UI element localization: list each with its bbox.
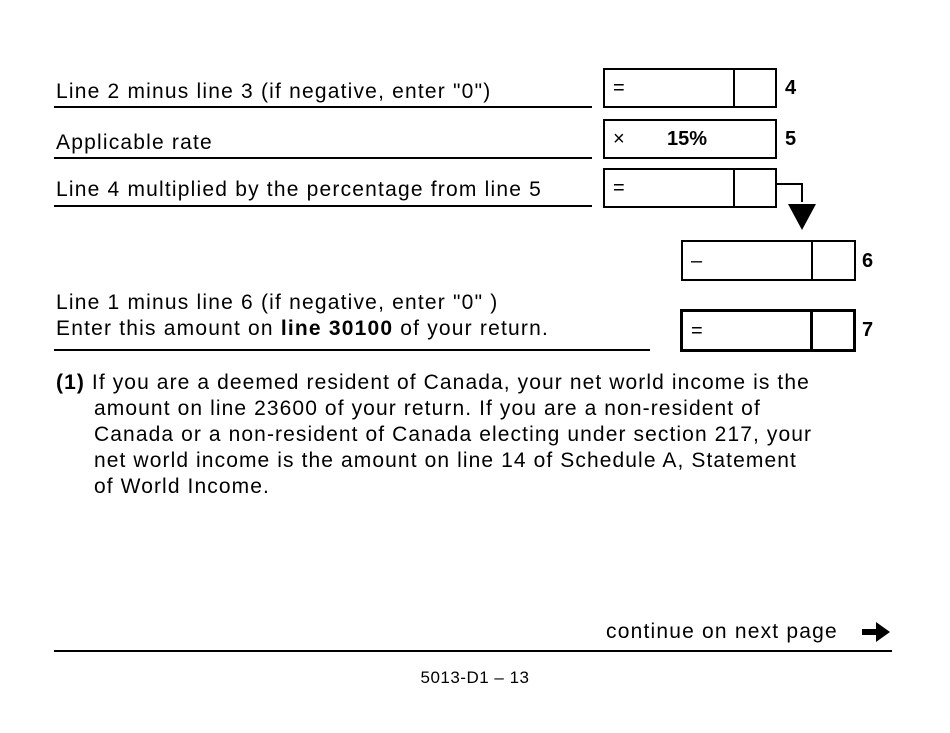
line-number-7: 7 [862,319,874,341]
line-product-label: Line 4 multiplied by the percentage from line 5 [56,178,542,201]
footnote-first-line: If you are a deemed resident of Canada, your net world income is the [84,371,810,394]
down-arrow-icon [775,178,835,238]
minus-operator: – [691,249,703,272]
line-5-rate-box [603,119,777,159]
footnote-line: net world income is the amount on line 14 of Schedule A, Statement [94,449,797,472]
line-number-6: 6 [862,250,874,272]
line-7-instruction-pre: Enter this amount on [56,317,281,340]
line-7-underline [54,349,650,351]
line-4-label: Line 2 minus line 3 (if negative, enter "0") [56,80,492,103]
cents-divider [811,242,813,279]
line-7-amount-field[interactable] [680,309,856,352]
page-footer: 5013-D1 – 13 [420,668,530,687]
footer-rule [54,650,892,652]
line-number-5: 5 [785,128,797,150]
line-4-underline [54,106,592,108]
line-7-instruction-post: of your return. [393,317,549,340]
line-6-amount-field[interactable] [681,240,856,281]
equals-operator: = [691,319,703,342]
footnote-line: Canada or a non-resident of Canada electing under section 217, your [94,423,813,446]
cents-divider [733,170,735,206]
footnote-line: amount on line 23600 of your return. If you are a non-resident of [94,397,761,420]
line-4-amount-field[interactable] [603,68,777,108]
multiply-operator: × [613,128,625,150]
cents-divider [733,70,735,106]
footnote-marker: (1) [56,371,85,394]
line-7-label-1: Line 1 minus line 6 (if negative, enter "0" ) [56,291,499,314]
line-product-underline [54,205,592,207]
equals-operator: = [613,77,625,99]
line-5-underline [54,157,592,159]
cents-divider [810,312,813,349]
rate-value: 15% [667,128,708,150]
footnote-line: of World Income. [94,475,270,498]
right-arrow-icon [862,620,892,644]
product-amount-field[interactable] [603,168,777,208]
line-7-label-2 [56,317,549,341]
footnote [56,370,906,500]
equals-operator: = [613,177,625,199]
line-number-4: 4 [785,77,797,99]
line-30100-ref: line 30100 [280,317,394,340]
continue-text: continue on next page [606,620,838,643]
line-5-label: Applicable rate [56,131,213,154]
